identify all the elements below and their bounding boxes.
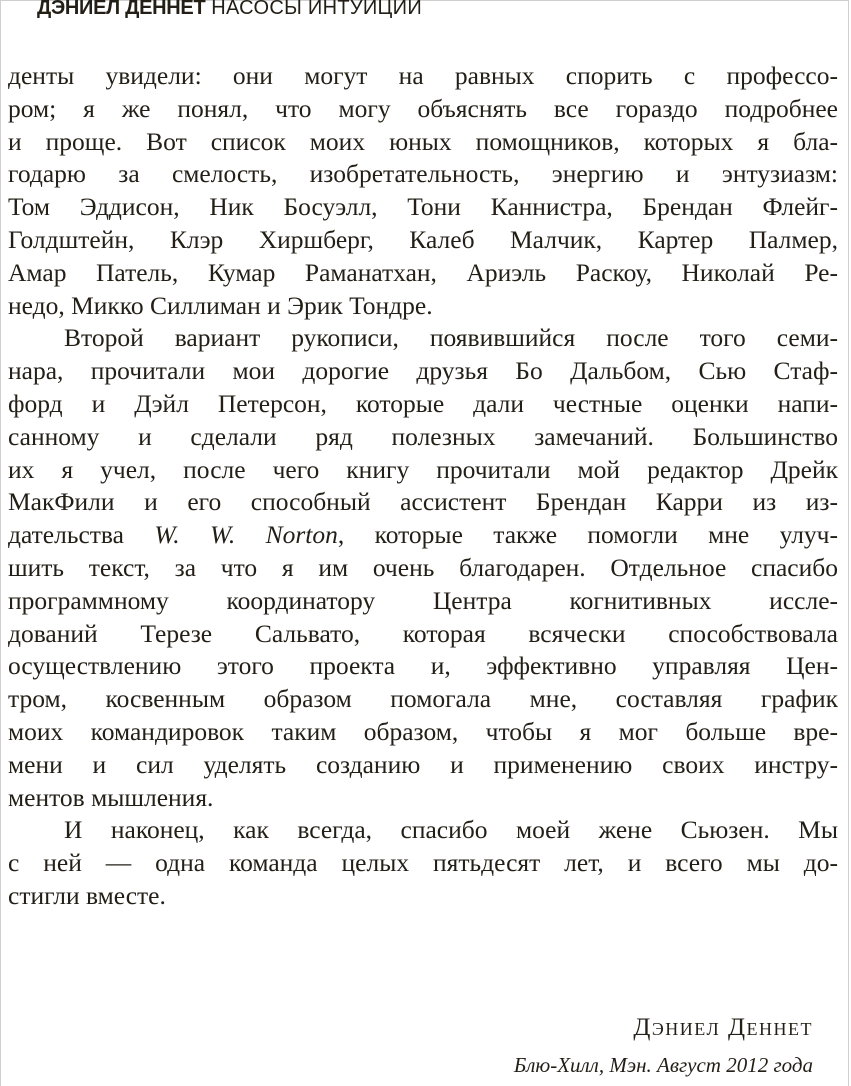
text-line: Второй вариант рукописи, появившийся после того семи- (64, 323, 838, 353)
text-line (8, 519, 838, 552)
text-line: их я учел, после чего книгу прочитали мой редактор Дрейк (8, 454, 838, 484)
text-line: с ней — одна команда целых пятьдесят лет, и всего мы до- (8, 848, 838, 878)
text-line: Голдштейн, Клэр Хиршберг, Калеб Малчик, Картер Палмер, (8, 224, 838, 254)
text-line: программному координатору Центра когнитивных иссле- (8, 585, 838, 615)
text-line: стигли вместе. (8, 880, 166, 910)
body-text (8, 60, 838, 913)
text-line: мени и сил уделять созданию и применению своих инстру- (8, 749, 838, 779)
text-segment: , которые также помогли мне улуч- (337, 520, 838, 550)
paragraph (8, 814, 838, 912)
paragraph (8, 60, 838, 322)
text-line: шить текст, за что я им очень благодарен. Отдельное спасибо (8, 552, 838, 582)
text-line: тром, косвенным образом помогала мне, составляя график (8, 684, 838, 714)
signature-place-date: Блю-Хилл, Мэн. Август 2012 года (513, 1053, 813, 1077)
text-line: Амар Патель, Кумар Раманатхан, Ариэль Раскоу, Николай Ре- (8, 257, 838, 287)
text-line: осуществлению этого проекта и, эффективно управляя Цен- (8, 651, 838, 681)
text-line: санному и сделали ряд полезных замечаний. Большинство (8, 421, 838, 451)
paragraph (8, 322, 838, 814)
header-title: НАСОСЫ ИНТУИЦИИ (211, 0, 422, 19)
publisher-name: W. W. Norton (154, 520, 338, 550)
text-line: форд и Дэйл Петерсон, которые дали честные оценки напи- (8, 388, 838, 418)
text-line: и проще. Вот список моих юных помощников, которых я бла- (8, 126, 838, 156)
text-line: годарю за смелость, изобретательность, энергию и энтузиазм: (8, 159, 838, 189)
text-line: И наконец, как всегда, спасибо моей жене Сьюзен. Мы (64, 815, 838, 845)
text-line: денты увидели: они могут на равных спорить с профессо- (8, 61, 838, 90)
text-line: ментов мышления. (8, 782, 214, 812)
text-line: Том Эддисон, Ник Босуэлл, Тони Каннистра, Брендан Флейг- (8, 192, 838, 222)
text-line: ром; я же понял, что могу объяснять все гораздо подробнее (8, 93, 838, 123)
text-line: МакФили и его способный ассистент Брендан Карри из из- (8, 487, 838, 517)
text-line: дований Терезе Сальвато, которая всячески способствовала (8, 618, 838, 648)
text-line: нара, прочитали мои дорогие друзья Бо Дальбом, Сью Стаф- (8, 356, 838, 386)
text-line: моих командировок таким образом, чтобы я мог больше вре- (8, 716, 838, 746)
running-header (37, 0, 422, 20)
signature-name: Дэниел Деннет (633, 1014, 813, 1041)
text-segment: дательства (8, 520, 155, 550)
header-author: ДЭНИЕЛ ДЕННЕТ (37, 0, 206, 19)
text-line: недо, Микко Силлиман и Эрик Тондре. (8, 290, 433, 320)
